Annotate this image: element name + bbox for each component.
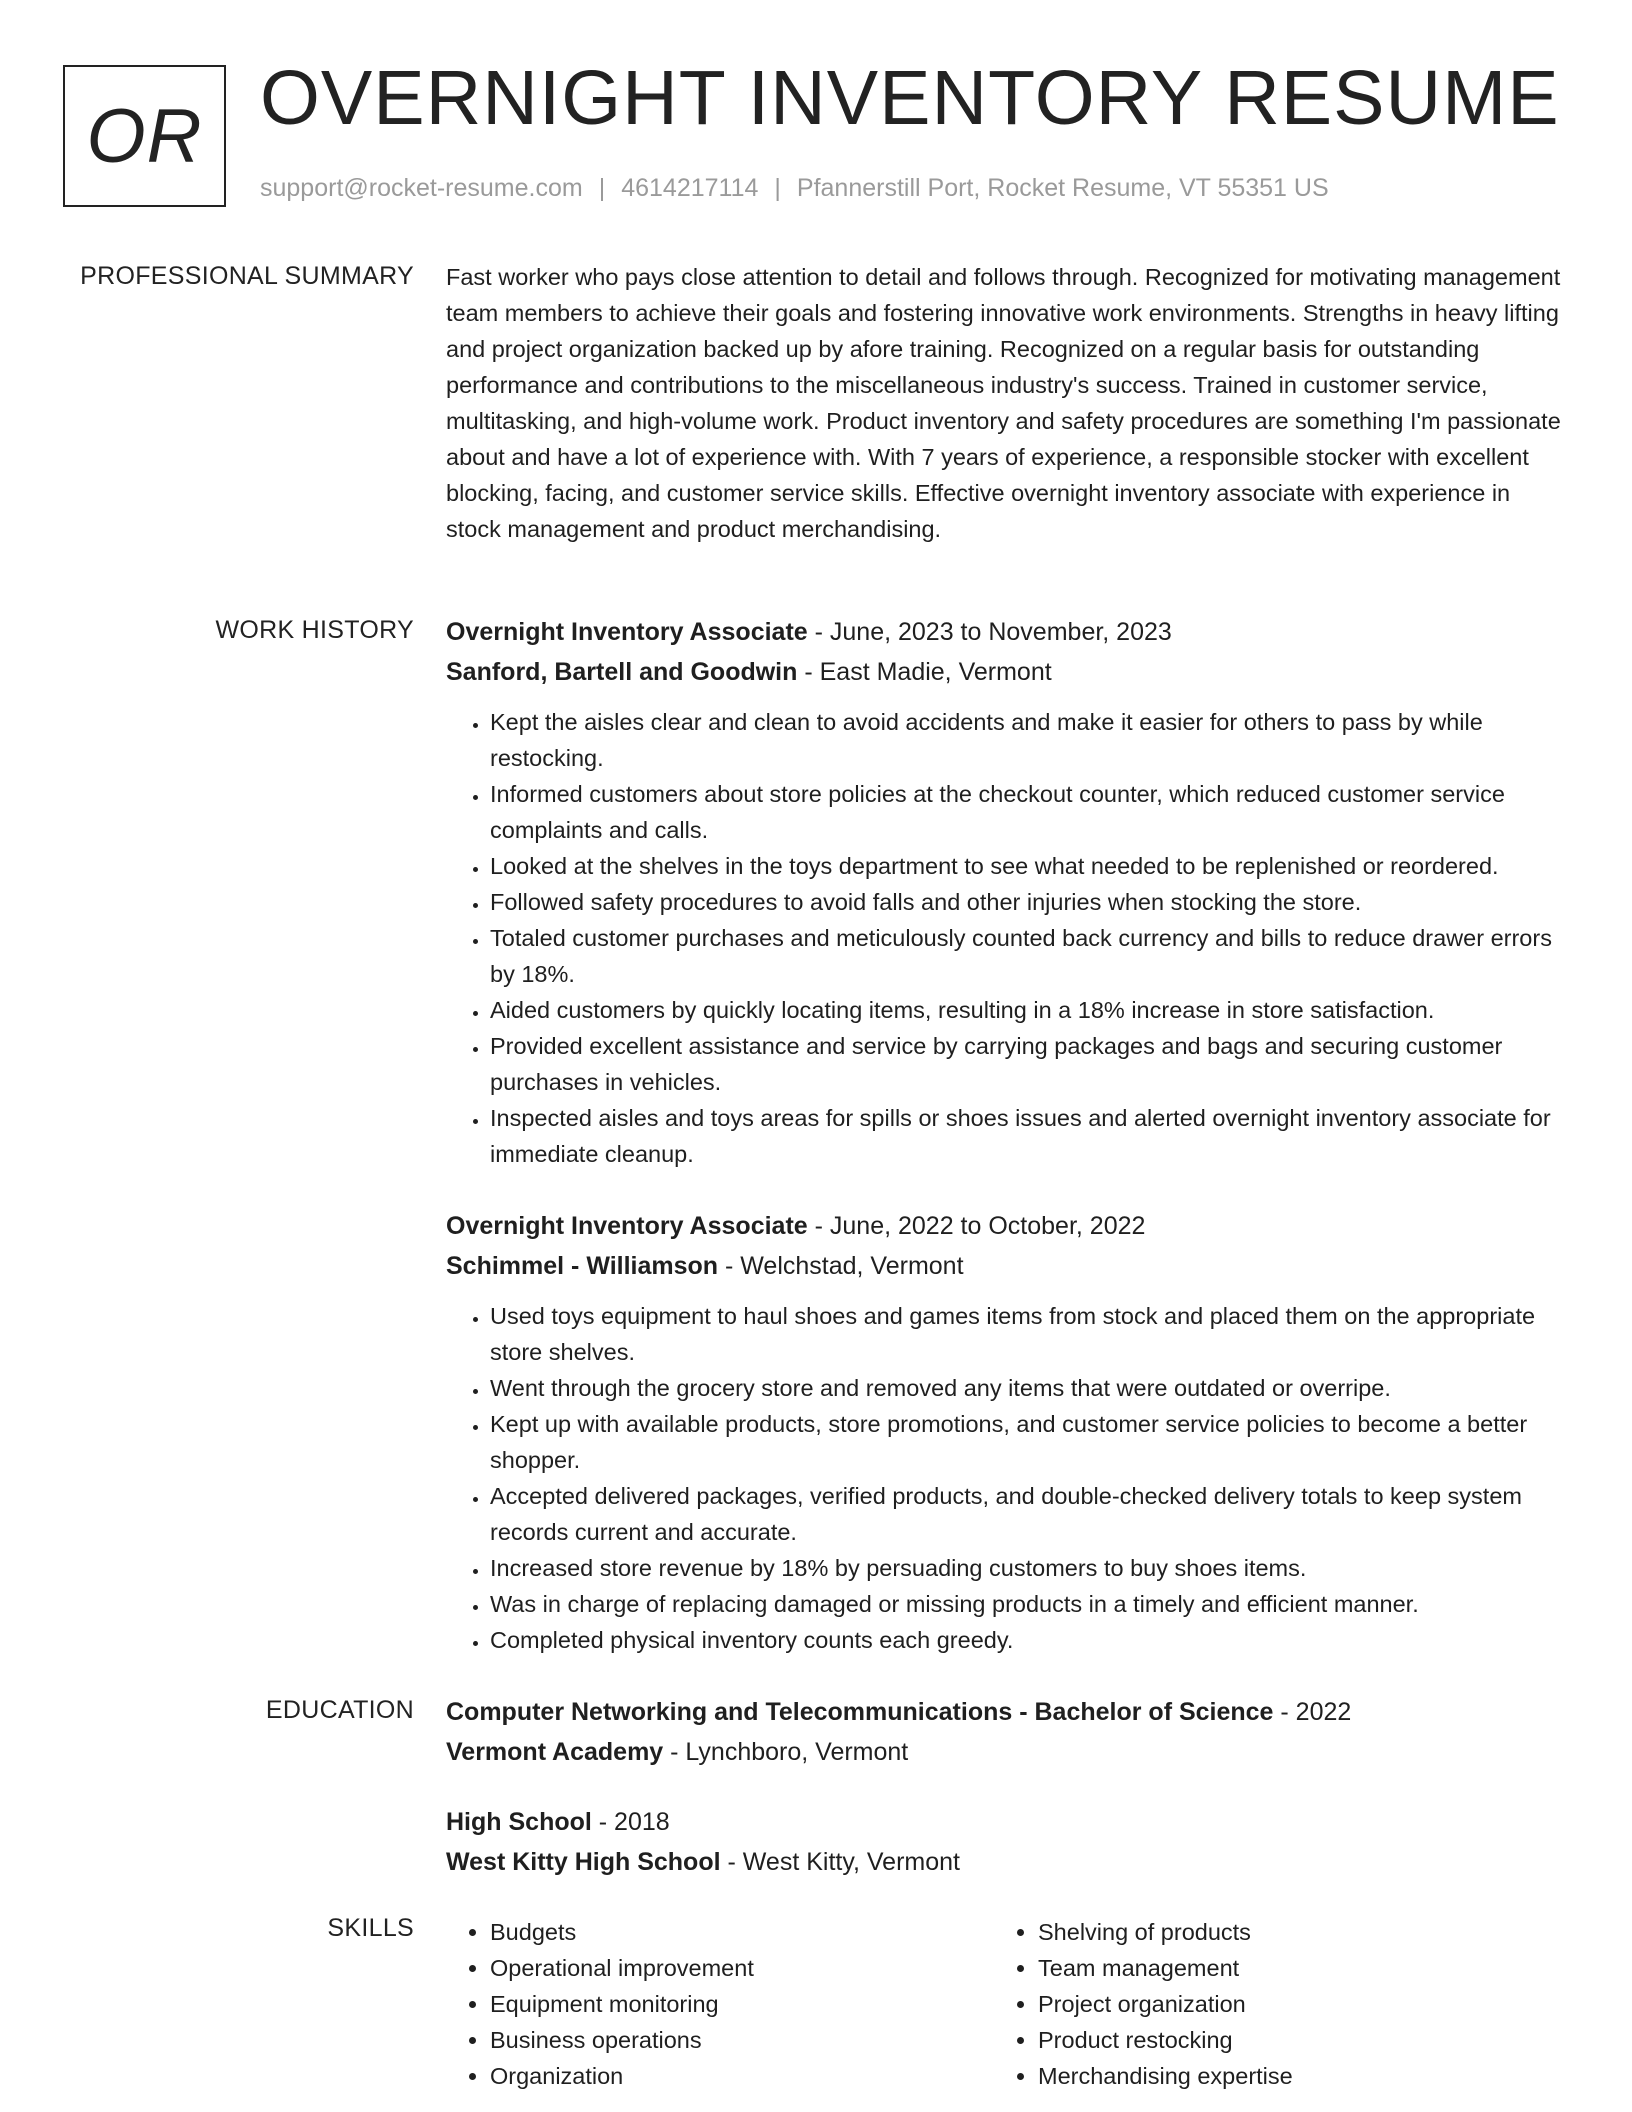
contact-separator: | xyxy=(774,174,781,202)
job-bullet: • Accepted delivered packages, verified products, and double-checked delivery totals to keep system records current and accurate. xyxy=(490,1478,1566,1550)
skill-item: • Project organization xyxy=(1038,1986,1542,2022)
work-history-heading: WORK HISTORY xyxy=(215,616,414,644)
summary-heading: PROFESSIONAL SUMMARY xyxy=(80,262,414,290)
job-bullets xyxy=(446,704,1566,1172)
skill-item: • Organization xyxy=(490,2058,994,2094)
contact-address: Pfannerstill Port, Rocket Resume, VT 55351 US xyxy=(796,174,1329,202)
education-school: West Kitty High School xyxy=(446,1848,721,1876)
education-school-line xyxy=(446,1732,1566,1772)
job-title: Overnight Inventory Associate xyxy=(446,1212,808,1240)
job-bullet: • Kept the aisles clear and clean to avoid accidents and make it easier for others to pass by while restocking. xyxy=(490,704,1566,776)
summary-body xyxy=(446,259,1566,547)
skill-item: • Operational improvement xyxy=(490,1950,994,1986)
job-bullet: • Was in charge of replacing damaged or missing products in a timely and efficient manner. xyxy=(490,1586,1566,1622)
skills-column-left xyxy=(446,1914,994,2094)
job-title: Overnight Inventory Associate xyxy=(446,618,808,646)
job-bullet: • Looked at the shelves in the toys department to see what needed to be replenished or reordered. xyxy=(490,848,1566,884)
skill-item: • Budgets xyxy=(490,1914,994,1950)
skills-columns xyxy=(446,1914,1566,2094)
education-body xyxy=(446,1692,1566,1882)
job-bullet: • Increased store revenue by 18% by persuading customers to buy shoes items. xyxy=(490,1550,1566,1586)
skill-item: • Merchandising expertise xyxy=(1038,2058,1542,2094)
skills-body xyxy=(446,1914,1566,2094)
job-company: Schimmel - Williamson xyxy=(446,1252,719,1280)
job-company-line xyxy=(446,1246,1566,1286)
education-degree-line xyxy=(446,1692,1566,1732)
job-location: - East Madie, Vermont xyxy=(797,658,1052,686)
education-location: - West Kitty, Vermont xyxy=(720,1848,960,1876)
job-company: Sanford, Bartell and Goodwin xyxy=(446,658,798,686)
education-school: Vermont Academy xyxy=(446,1738,664,1766)
job-location: - Welchstad, Vermont xyxy=(718,1252,964,1280)
summary-text: Fast worker who pays close attention to detail and follows through. Recognized for motivating management team members to achieve their goals and fostering innovative work environments. Strengths in heavy lifting and project organization backed up by afore training. Recognized on a regular basis for outstanding performance and contributions to the miscellaneous industry's success. Trained in customer service, multitasking, and high-volume work. Product inventory and safety procedures are something I'm passionate about and have a lot of experience with. With 7 years of experience, a responsible stocker with excellent blocking, facing, and customer service skills. Effective overnight inventory associate with experience in stock management and product merchandising. xyxy=(446,264,1561,542)
skill-item: • Team management xyxy=(1038,1950,1542,1986)
job-bullet: • Kept up with available products, store promotions, and customer service policies to become a better shopper. xyxy=(490,1406,1566,1478)
skill-item: • Equipment monitoring xyxy=(490,1986,994,2022)
job-bullet: • Completed physical inventory counts each greedy. xyxy=(490,1622,1566,1658)
education-year: - 2018 xyxy=(591,1808,670,1836)
skill-item: • Product restocking xyxy=(1038,2022,1542,2058)
contact-separator: | xyxy=(598,174,606,202)
education-location: - Lynchboro, Vermont xyxy=(663,1738,909,1766)
job-title-line xyxy=(446,612,1566,652)
skill-item: • Shelving of products xyxy=(1038,1914,1542,1950)
job-bullet: • Inspected aisles and toys areas for spills or shoes issues and alerted overnight inventory associate for immediate cleanup. xyxy=(490,1100,1566,1172)
education-school-line xyxy=(446,1842,1566,1882)
education-degree-line xyxy=(446,1802,1566,1842)
job-bullet: • Informed customers about store policies at the checkout counter, which reduced customer service complaints and calls. xyxy=(490,776,1566,848)
job-company-line xyxy=(446,652,1566,692)
contact-email: support@rocket-resume.com xyxy=(260,174,583,202)
skills-list xyxy=(446,1914,994,2094)
job-entry xyxy=(446,1206,1566,1658)
job-dates: - June, 2022 to October, 2022 xyxy=(807,1212,1146,1240)
contact-phone: 4614217114 xyxy=(621,174,759,202)
skills-heading: SKILLS xyxy=(327,1914,414,1942)
job-bullet: • Totaled customer purchases and meticulously counted back currency and bills to reduce drawer errors by 18%. xyxy=(490,920,1566,992)
work-history-body xyxy=(446,612,1566,1658)
education-heading: EDUCATION xyxy=(265,1696,414,1724)
job-bullet: • Followed safety procedures to avoid falls and other injuries when stocking the store. xyxy=(490,884,1566,920)
education-degree: High School xyxy=(446,1808,592,1836)
job-bullet: • Went through the grocery store and removed any items that were outdated or overripe. xyxy=(490,1370,1566,1406)
job-entry xyxy=(446,612,1566,1172)
job-bullet: • Aided customers by quickly locating items, resulting in a 18% increase in store satisfaction. xyxy=(490,992,1566,1028)
job-bullet: • Used toys equipment to haul shoes and games items from stock and placed them on the appropriate store shelves. xyxy=(490,1298,1566,1370)
resume-title: OVERNIGHT INVENTORY RESUME xyxy=(260,55,1560,141)
education-degree: Computer Networking and Telecommunications - Bachelor of Science xyxy=(446,1698,1274,1726)
job-bullet: • Provided excellent assistance and service by carrying packages and bags and securing customer purchases in vehicles. xyxy=(490,1028,1566,1100)
monogram-badge: OR xyxy=(63,65,226,207)
skills-column-right xyxy=(994,1914,1542,2094)
skills-list xyxy=(994,1914,1542,2094)
job-bullets xyxy=(446,1298,1566,1658)
job-dates: - June, 2023 to November, 2023 xyxy=(807,618,1172,646)
job-title-line xyxy=(446,1206,1566,1246)
education-entry xyxy=(446,1692,1566,1772)
education-entry xyxy=(446,1802,1566,1882)
contact-line xyxy=(260,174,1329,203)
education-year: - 2022 xyxy=(1273,1698,1352,1726)
skill-item: • Business operations xyxy=(490,2022,994,2058)
